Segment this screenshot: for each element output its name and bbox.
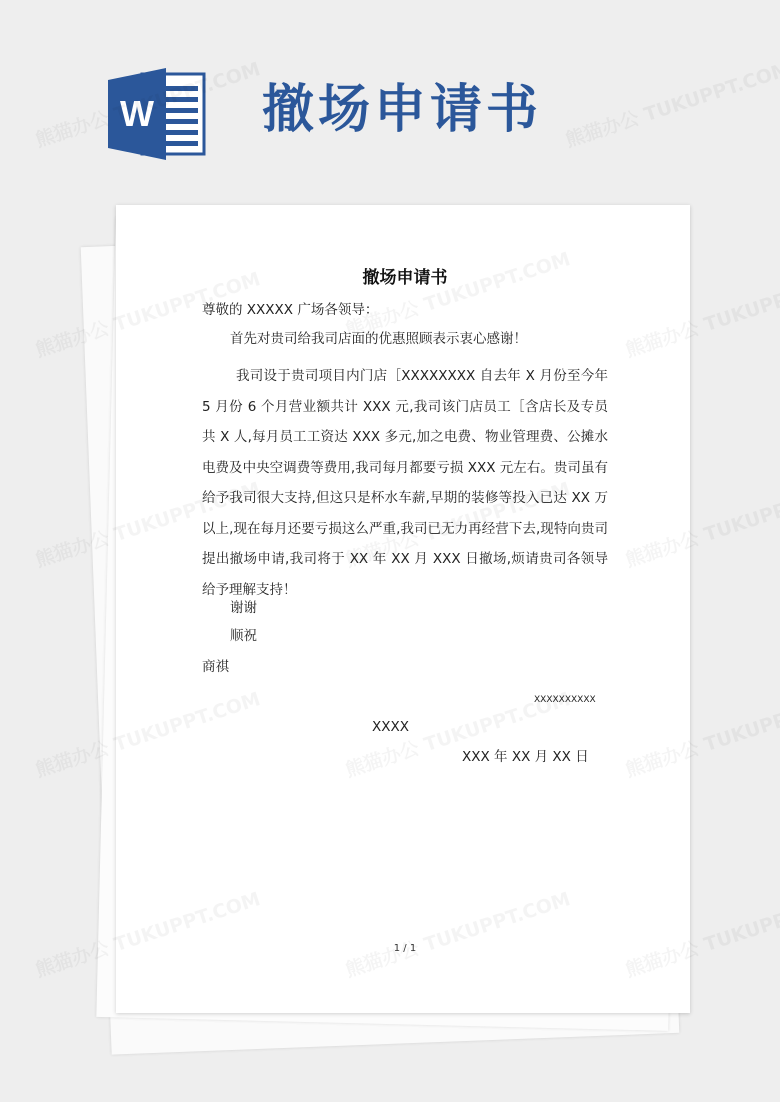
body-paragraph: 我司设于贵司项目内门店［XXXXXXXX 自去年 X 月份至今年 5 月份 6 个月营业额共计 XXX 元,我司该门店员工［含店长及专员共 X 人,每月员工工资达 XXX 多元,加之电费、物业管理费、公摊水电费及中央空调费等费用,我司每月都要亏损 XXX 元左右。贵司虽有给予我司很大支持,但这只是杯水车薪,早期的装修等投入已达 XX 万以上,现在每月还要亏损这么严重,我司已无力再经营下去,现特向贵司提出撤场申请,我司将于 XX 年 XX 月 XXX 日撤场,烦请贵司各领导给予理解支持！ [202,368,608,598]
watermark [562,54,780,152]
banner-title: 撤场申请书 [262,79,543,140]
document-page [116,205,690,1013]
closing-thanks: 谢谢 [230,600,257,616]
word-logo-letter: W [120,93,154,134]
thanks-line: 首先对贵司给我司店面的优惠照顾表示衷心感谢！ [230,331,527,347]
signature-company: XXXXXXXXXX [534,695,596,705]
closing-regards: 商祺 [202,659,229,675]
signature-date: XXX 年 XX 月 XX 日 [462,749,589,765]
word-logo-icon [108,68,208,160]
closing-wish: 顺祝 [230,628,257,644]
document-title: 撤场申请书 [362,268,448,288]
page-number: 1 / 1 [393,943,417,954]
signature-name: XXXX [372,719,409,735]
salutation: 尊敬的 XXXXX 广场各领导： [202,302,379,318]
